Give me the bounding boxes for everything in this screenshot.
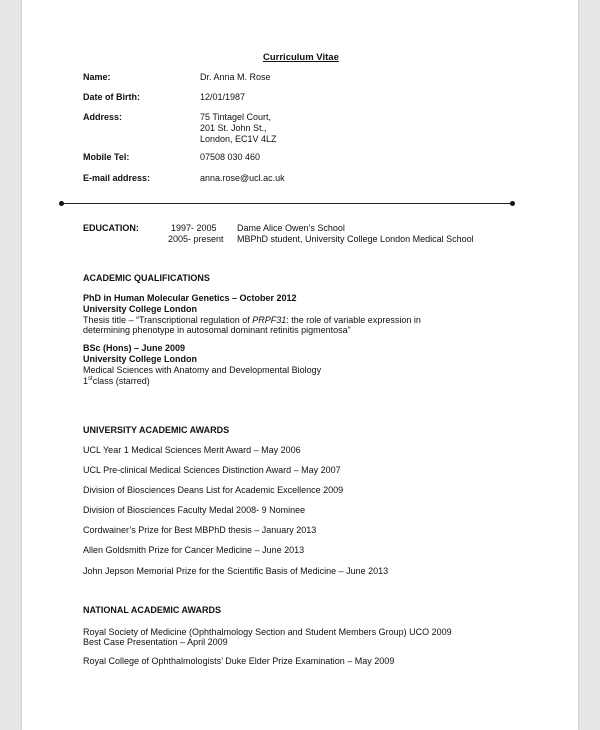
bsc-subject: Medical Sciences with Anatomy and Developmental Biology: [83, 365, 322, 375]
education-desc-1: Dame Alice Owen’s School: [237, 223, 345, 233]
mobile-label: Mobile Tel:: [83, 152, 130, 162]
phd-institution: University College London: [83, 304, 198, 314]
academic-heading: ACADEMIC QUALIFICATIONS: [83, 273, 210, 283]
divider-bullet-right: [510, 201, 515, 206]
education-desc-2: MBPhD student, University College London Medical School: [237, 234, 474, 244]
national-award-line-3: Royal College of Ophthalmologists’ Duke Elder Prize Examination – May 2009: [83, 656, 395, 666]
address-line-3: London, EC1V 4LZ: [200, 134, 277, 144]
university-award-item: UCL Year 1 Medical Sciences Merit Award – May 2006: [83, 445, 301, 455]
university-award-item: Cordwainer’s Prize for Best MBPhD thesis – January 2013: [83, 525, 317, 535]
bsc-class-number: 1: [83, 376, 89, 386]
name-value: Dr. Anna M. Rose: [200, 72, 271, 82]
national-award-line-2: Best Case Presentation – April 2009: [83, 637, 228, 647]
phd-thesis-line-2: determining phenotype in autosomal dominant retinitis pigmentosa”: [83, 325, 351, 335]
education-label: EDUCATION:: [83, 223, 139, 233]
university-award-item: John Jepson Memorial Prize for the Scientific Basis of Medicine – June 2013: [83, 566, 389, 576]
university-award-item: Division of Biosciences Faculty Medal 2008- 9 Nominee: [83, 505, 306, 515]
email-label: E-mail address:: [83, 173, 151, 183]
phd-thesis-prefix: Thesis title – “Transcriptional regulation of: [83, 315, 253, 325]
divider-bullet-left: [59, 201, 64, 206]
bsc-class-ordinal: st: [88, 376, 93, 382]
phd-thesis-gene: PRPF31: [252, 315, 287, 325]
university-award-item: Allen Goldsmith Prize for Cancer Medicine – June 2013: [83, 545, 305, 555]
phd-thesis-suffix: : the role of variable expression in: [286, 315, 421, 325]
dob-value: 12/01/1987: [200, 92, 246, 102]
dob-label: Date of Birth:: [83, 92, 140, 102]
university-award-item: Division of Biosciences Deans List for Academic Excellence 2009: [83, 485, 344, 495]
cv-title: Curriculum Vitae: [263, 52, 339, 63]
phd-title: PhD in Human Molecular Genetics – October 2012: [83, 293, 297, 303]
education-years-2: 2005- present: [168, 234, 224, 244]
national-award-line-1: Royal Society of Medicine (Ophthalmology Section and Student Members Group) UCO 2009: [83, 627, 452, 637]
address-line-1: 75 Tintagel Court,: [200, 112, 272, 122]
bsc-title: BSc (Hons) – June 2009: [83, 343, 186, 353]
bsc-institution: University College London: [83, 354, 198, 364]
university-awards-heading: UNIVERSITY ACADEMIC AWARDS: [83, 425, 230, 435]
bsc-class-text: class (starred): [92, 376, 150, 386]
national-awards-heading: NATIONAL ACADEMIC AWARDS: [83, 605, 221, 615]
mobile-value: 07508 030 460: [200, 152, 261, 162]
name-label: Name:: [83, 72, 111, 82]
university-award-item: UCL Pre-clinical Medical Sciences Distinction Award – May 2007: [83, 465, 341, 475]
bsc-class: [83, 376, 150, 387]
email-value: anna.rose@ucl.ac.uk: [200, 173, 285, 183]
address-label: Address:: [83, 112, 123, 122]
education-years-1: 1997- 2005: [171, 223, 217, 233]
address-line-2: 201 St. John St.,: [200, 123, 267, 133]
section-divider: [62, 203, 512, 204]
